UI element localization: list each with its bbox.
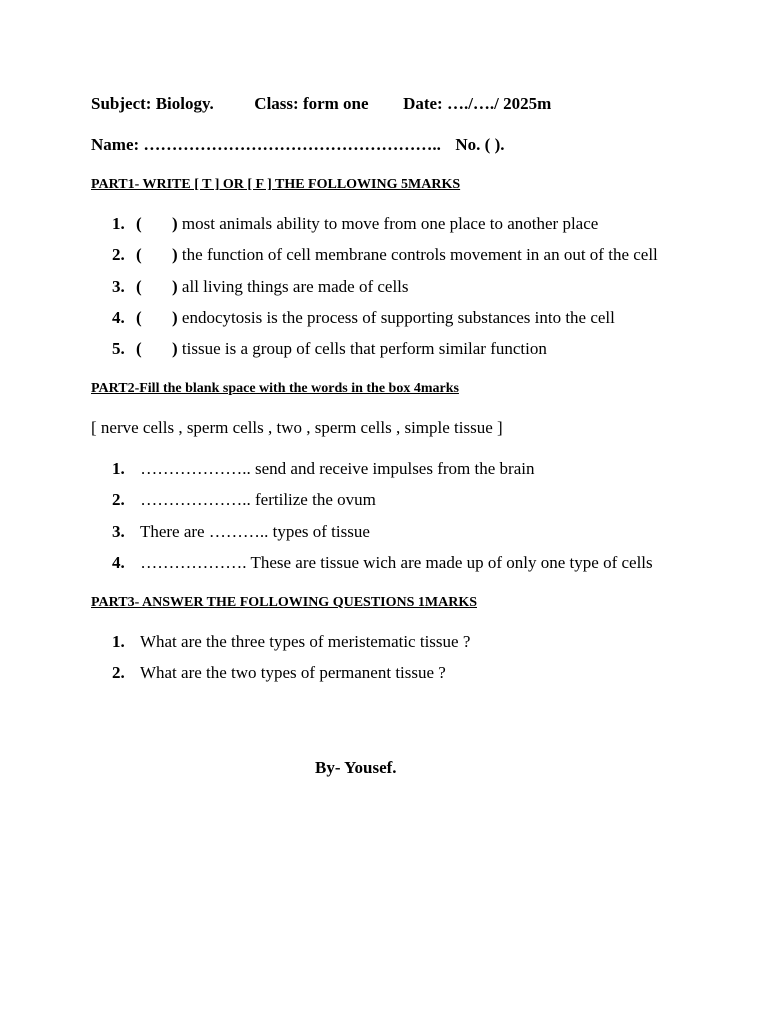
answer-paren-close: ) bbox=[172, 214, 178, 233]
part2-item bbox=[112, 490, 376, 510]
item-number: 3. bbox=[112, 522, 125, 541]
part3-item bbox=[112, 632, 470, 652]
item-number: 5. bbox=[112, 339, 125, 358]
class-label: Class: form one bbox=[254, 94, 369, 113]
word-box: [ nerve cells , sperm cells , two , sperm cells , simple tissue ] bbox=[91, 418, 503, 437]
part2-item bbox=[112, 553, 653, 573]
item-number: 3. bbox=[112, 277, 125, 296]
fill-blank-text: ……………….. fertilize the ovum bbox=[140, 490, 376, 509]
answer-paren-close: ) bbox=[172, 277, 178, 296]
part2-item bbox=[112, 459, 534, 479]
part1-item bbox=[112, 245, 658, 265]
part1-item bbox=[112, 214, 598, 234]
part1-item bbox=[112, 277, 409, 297]
answer-paren-open: ( bbox=[136, 339, 142, 358]
answer-paren-open: ( bbox=[136, 214, 142, 233]
statement-text: the function of cell membrane controls movement in an out of the cell bbox=[181, 245, 658, 264]
item-number: 1. bbox=[112, 459, 125, 478]
fill-blank-text: ………………. These are tissue wich are made up of only one type of cells bbox=[140, 553, 653, 572]
item-number: 4. bbox=[112, 553, 125, 572]
item-number: 1. bbox=[112, 214, 125, 233]
part1-item bbox=[112, 339, 547, 359]
statement-text: tissue is a group of cells that perform similar function bbox=[181, 339, 547, 358]
answer-paren-open: ( bbox=[136, 245, 142, 264]
answer-paren-close: ) bbox=[172, 339, 178, 358]
name-row bbox=[91, 135, 505, 155]
fill-blank-text: There are ……….. types of tissue bbox=[139, 522, 370, 541]
name-field: Name: …………………………………………….. bbox=[91, 135, 441, 154]
fill-blank-text: ……………….. send and receive impulses from the brain bbox=[140, 459, 535, 478]
answer-paren-open: ( bbox=[136, 277, 142, 296]
author-signature: By- Yousef. bbox=[315, 758, 397, 777]
question-text: What are the three types of meristematic tissue ? bbox=[139, 632, 471, 651]
item-number: 2. bbox=[112, 663, 125, 682]
part2-item bbox=[112, 522, 370, 542]
item-number: 1. bbox=[112, 632, 125, 651]
number-field: No. ( ). bbox=[455, 135, 505, 154]
answer-paren-close: ) bbox=[172, 245, 178, 264]
part1-item bbox=[112, 308, 615, 328]
item-number: 2. bbox=[112, 245, 125, 264]
part3-item bbox=[112, 663, 446, 683]
subject-label: Subject: Biology. bbox=[91, 94, 214, 113]
answer-paren-close: ) bbox=[172, 308, 178, 327]
part1-title: PART1- WRITE [ T ] OR [ F ] THE FOLLOWING 5MARKS bbox=[91, 177, 461, 192]
statement-text: endocytosis is the process of supporting substances into the cell bbox=[181, 308, 615, 327]
item-number: 2. bbox=[112, 490, 125, 509]
item-number: 4. bbox=[112, 308, 125, 327]
part3-title: PART3- ANSWER THE FOLLOWING QUESTIONS 1MARKS bbox=[91, 595, 477, 610]
answer-paren-open: ( bbox=[136, 308, 142, 327]
statement-text: all living things are made of cells bbox=[181, 277, 409, 296]
question-text: What are the two types of permanent tissue ? bbox=[139, 663, 446, 682]
date-label: Date: …./…./ 2025m bbox=[403, 94, 552, 113]
header-info-row bbox=[91, 94, 551, 114]
statement-text: most animals ability to move from one place to another place bbox=[181, 214, 599, 233]
part2-title: PART2-Fill the blank space with the words in the box 4marks bbox=[91, 381, 459, 396]
